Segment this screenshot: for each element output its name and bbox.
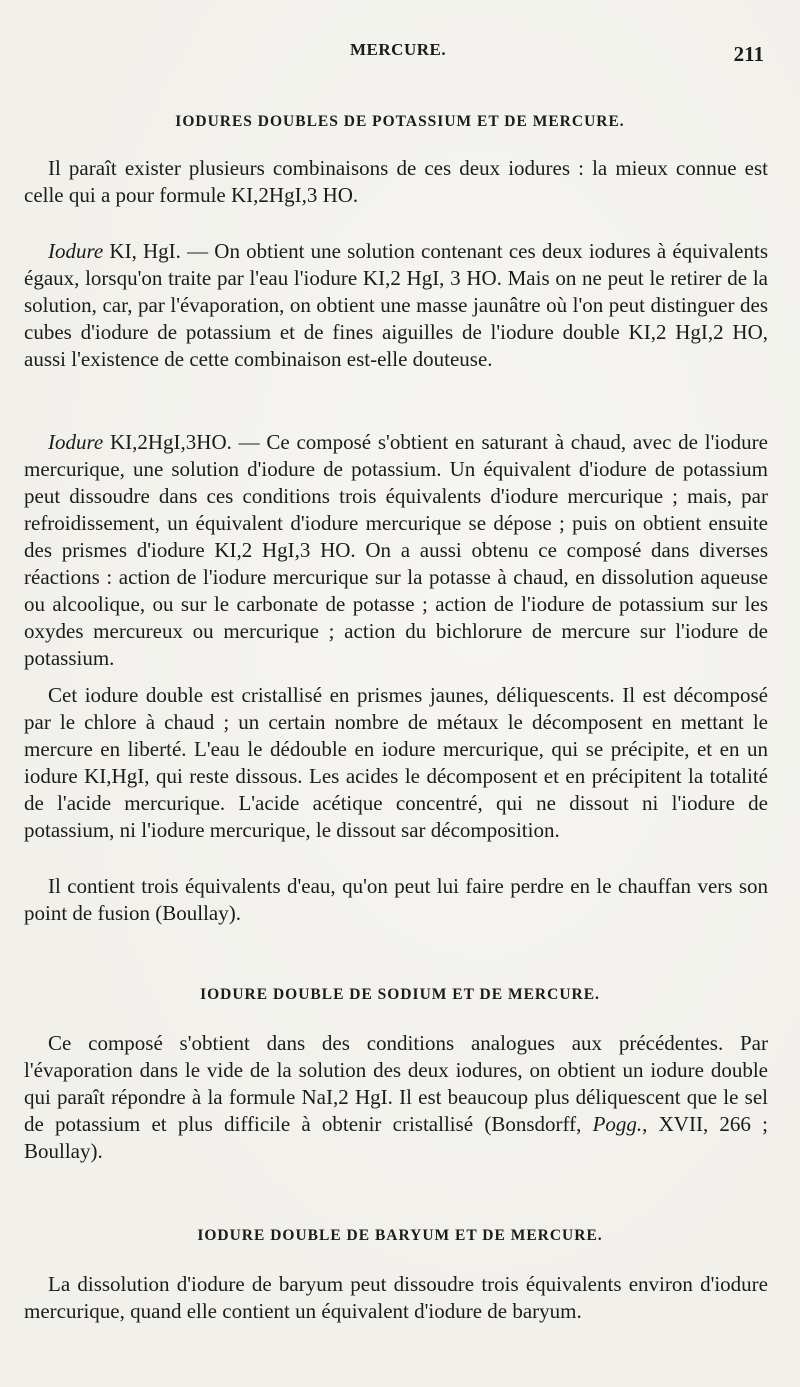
journal-abbrev: Pogg. xyxy=(592,1112,643,1136)
paragraph-text: KI,2HgI,3HO. — Ce composé s'obtient en saturant à chaud, avec de l'iodure mercurique, une solution d'iodure de potassium. Un équivalent d'iodure de potassium peut dissoudre dans ces conditions trois équivalents d'iodure mercurique ; mais, par refroidissement, un équivalent d'iodure mercurique se dépose ; puis on obtient ensuite des prismes d'iodure KI,2 HgI,3 HO. On a aussi obtenu ce composé dans diverses réactions : action de l'iodure mercurique sur la potasse à chaud, en dissolution aqueuse ou alcoolique, ou sur le carbonate de potasse ; action de l'iodure de potassium sur les oxydes mercureux ou mercurique ; action du bichlorure de mercure sur l'iodure de potassium. xyxy=(24,430,768,670)
paragraph-text: KI, HgI. — On obtient une solution contenant ces deux iodures à équivalents égaux, lorsqu'on traite par l'eau l'iodure KI,2 HgI, 3 HO. Mais on ne peut le retirer de la solution, car, par l'évaporation, on obtient une masse jaunâtre où l'on peut distinguer des cubes d'iodure de potassium et de fines aiguilles de l'iodure double KI,2 HgI,2 HO, aussi l'existence de cette combinaison est-elle douteuse. xyxy=(24,239,768,371)
running-head: MERCURE. xyxy=(350,40,447,59)
paragraph-iodure-2 xyxy=(24,429,768,672)
paragraph-text: , XVII, 266 ; Boullay). xyxy=(24,1112,768,1163)
section-title-sodium: IODURE DOUBLE DE SODIUM ET DE MERCURE. xyxy=(200,986,600,1003)
paragraph-label: Iodure xyxy=(48,239,104,263)
paragraph-sodium xyxy=(24,1030,768,1165)
paragraph-label: Iodure xyxy=(48,430,104,454)
paragraph-intro: Il paraît exister plusieurs combinaisons de ces deux iodures : la mieux connue est celle qui a pour formule KI,2HgI,3 HO. xyxy=(24,156,768,207)
paragraph-iodure-1 xyxy=(24,238,768,373)
section-title-baryum: IODURE DOUBLE DE BARYUM ET DE MERCURE. xyxy=(197,1227,603,1244)
paragraph-properties: Cet iodure double est cristallisé en prismes jaunes, déliquescents. Il est décomposé par le chlore à chaud ; un certain nombre de métaux le décomposent en mettant le mercure en liberté. L'eau le dédouble en iodure mercurique, qui se précipite, et en un iodure KI,HgI, qui reste dissous. Les acides le décomposent et en précipitent la totalité de l'acide mercurique. L'acide acétique concentré, qui ne dissout ni l'iodure de potassium, ni l'iodure mercurique, le dissout sar décomposition. xyxy=(24,683,768,842)
page-header xyxy=(0,40,800,70)
section-title-potassium: IODURES DOUBLES DE POTASSIUM ET DE MERCURE. xyxy=(175,113,625,130)
paragraph-baryum: La dissolution d'iodure de baryum peut dissoudre trois équivalents environ d'iodure mercurique, quand elle contient un équivalent d'iodure de baryum. xyxy=(24,1272,768,1323)
page-number: 211 xyxy=(733,42,764,66)
paragraph-text: Ce composé s'obtient dans des conditions analogues aux précédentes. Par l'évaporation dans le vide de la solution des deux iodures, on obtient un iodure double qui paraît répondre à la formule NaI,2 HgI. Il est beaucoup plus déliquescent que le sel de potassium et plus difficile à obtenir cristallisé (Bonsdorff, xyxy=(24,1031,768,1136)
paragraph-water: Il contient trois équivalents d'eau, qu'on peut lui faire perdre en le chauffan vers son point de fusion (Boullay). xyxy=(24,874,768,925)
